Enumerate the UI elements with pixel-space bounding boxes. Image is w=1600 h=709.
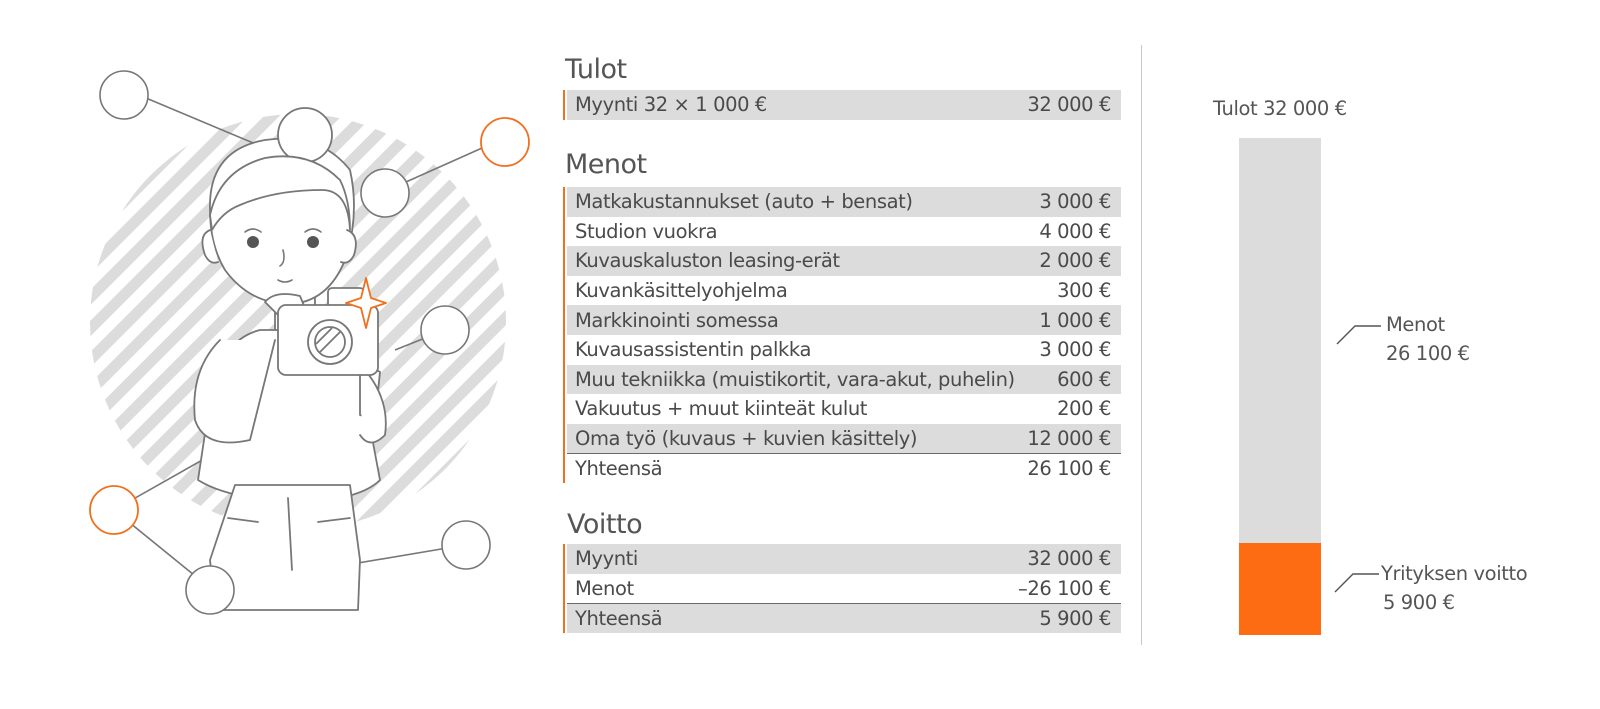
income-table [563, 90, 1121, 120]
bar-top-label: Tulot 32 000 € [1213, 97, 1347, 120]
row-value: 2 000 € [1039, 249, 1111, 273]
row-value: 200 € [1057, 397, 1111, 421]
table-row [567, 217, 1121, 247]
row-value: 3 000 € [1039, 338, 1111, 362]
row-value: –26 100 € [1018, 576, 1111, 600]
network-node [100, 71, 148, 119]
table-row [567, 424, 1121, 454]
network-node [442, 521, 490, 569]
row-label: Myynti [575, 547, 638, 571]
network-node-accent [481, 118, 529, 166]
expenses-table [563, 187, 1121, 483]
table-row [567, 90, 1121, 120]
expenses-leader-line [1335, 320, 1385, 350]
row-label: Kuvauskaluston leasing-erät [575, 249, 840, 273]
profit-table [563, 544, 1121, 633]
total-row [567, 453, 1121, 483]
network-node [421, 306, 469, 354]
total-value: 26 100 € [1027, 457, 1111, 481]
table-accent-line [563, 187, 565, 483]
total-label: Yhteensä [575, 606, 663, 630]
row-label: Studion vuokra [575, 219, 718, 243]
row-label: Vakuutus + muut kiinteät kulut [575, 397, 868, 421]
row-label: Kuvankäsittelyohjelma [575, 279, 788, 303]
vertical-divider [1141, 45, 1142, 645]
row-value: 300 € [1057, 279, 1111, 303]
row-label: Matkakustannukset (auto + bensat) [575, 190, 913, 214]
expenses-value: 26 100 € [1386, 342, 1470, 365]
row-label: Kuvausassistentin palkka [575, 338, 811, 362]
row-label: Markkinointi somessa [575, 308, 779, 332]
table-row [567, 276, 1121, 306]
table-row [567, 335, 1121, 365]
expenses-label: Menot [1386, 313, 1445, 336]
row-value: 32 000 € [1027, 93, 1111, 117]
network-node [186, 566, 234, 614]
row-value: 4 000 € [1039, 219, 1111, 243]
table-row [567, 365, 1121, 395]
network-node-accent [90, 486, 138, 534]
profit-bar-segment [1239, 543, 1321, 635]
table-accent-line [563, 544, 565, 633]
revenue-bar [1239, 138, 1321, 635]
profit-value: 5 900 € [1383, 591, 1455, 614]
row-value: 32 000 € [1027, 547, 1111, 571]
row-label: Muu tekniikka (muistikortit, vara-akut, puhelin) [575, 367, 1015, 391]
total-row [567, 603, 1121, 633]
row-value: 12 000 € [1027, 427, 1111, 451]
photographer-illustration [60, 40, 560, 680]
table-row [567, 574, 1121, 604]
table-row [567, 187, 1121, 217]
income-title: Tulot [565, 54, 627, 85]
row-label: Myynti 32 × 1 000 € [575, 93, 767, 117]
table-row [567, 394, 1121, 424]
table-row [567, 246, 1121, 276]
profit-label: Yrityksen voitto [1381, 562, 1528, 585]
profit-title: Voitto [567, 509, 643, 540]
row-label: Menot [575, 576, 634, 600]
row-label: Oma työ (kuvaus + kuvien käsittely) [575, 427, 918, 451]
network-node [361, 169, 409, 217]
row-value: 600 € [1057, 367, 1111, 391]
table-accent-line [563, 90, 565, 120]
total-value: 5 900 € [1039, 606, 1111, 630]
table-row [567, 544, 1121, 574]
expenses-title: Menot [565, 149, 647, 180]
profit-leader-line [1333, 568, 1383, 598]
table-row [567, 305, 1121, 335]
total-label: Yhteensä [575, 457, 663, 481]
row-value: 1 000 € [1039, 308, 1111, 332]
row-value: 3 000 € [1039, 190, 1111, 214]
